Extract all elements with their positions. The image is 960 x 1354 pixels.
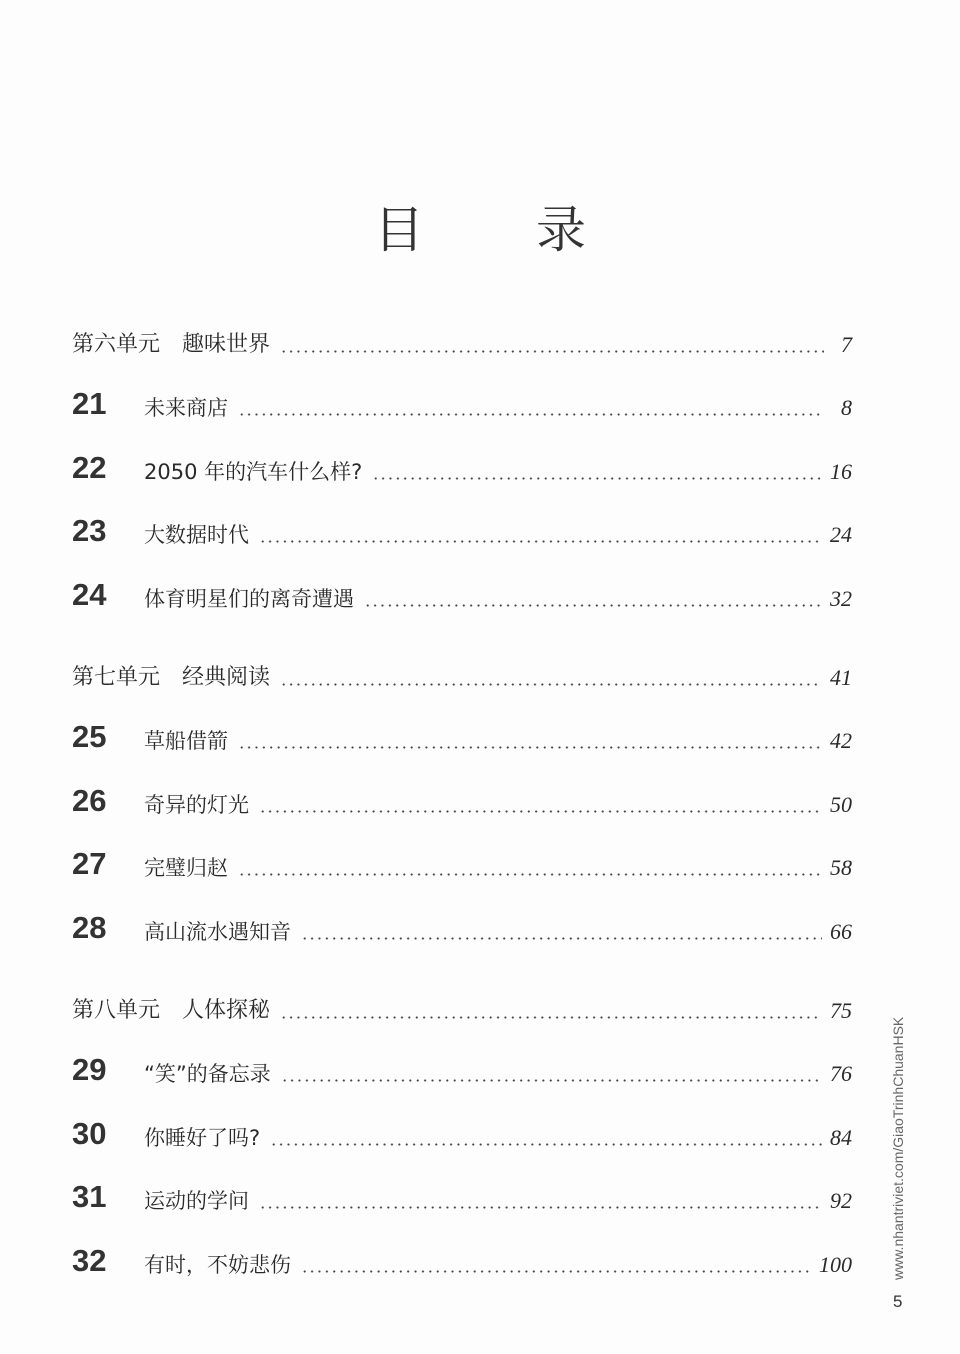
entry-page: 24 — [830, 522, 852, 547]
toc-lesson-entry[interactable] — [72, 364, 852, 428]
lesson-number: 26 — [72, 782, 107, 818]
toc-lesson-entry[interactable] — [72, 427, 852, 491]
entry-label: 草船借箭 — [144, 729, 228, 753]
entry-page: 16 — [830, 458, 852, 484]
dot-leader — [238, 873, 822, 876]
entry-page: 8 — [841, 395, 852, 420]
entry-page: 66 — [830, 918, 852, 944]
toc-unit-entry[interactable] — [72, 300, 852, 364]
page-number: 5 — [893, 1292, 903, 1311]
toc-lesson-entry[interactable] — [72, 1220, 852, 1284]
dot-leader — [301, 1270, 811, 1273]
toc-lesson-entry[interactable] — [72, 760, 852, 824]
lesson-number: 22 — [72, 449, 107, 485]
lesson-number: 21 — [72, 386, 107, 421]
entry-label: 第七单元 经典阅读 — [72, 664, 271, 690]
dot-leader — [280, 1016, 822, 1019]
lesson-number: 27 — [72, 846, 107, 881]
lesson-number: 30 — [72, 1115, 107, 1151]
toc-lesson-entry[interactable] — [72, 1093, 852, 1157]
lesson-number: 25 — [72, 719, 107, 754]
entry-page: 100 — [819, 1251, 852, 1277]
toc-lesson-entry[interactable] — [72, 554, 852, 618]
dot-leader — [280, 683, 822, 686]
table-of-contents — [72, 300, 852, 1284]
entry-page: 84 — [830, 1124, 852, 1150]
toc-lesson-entry[interactable] — [72, 491, 852, 555]
dot-leader — [259, 540, 822, 543]
toc-lesson-entry[interactable] — [72, 697, 852, 761]
entry-label: 第八单元 人体探秘 — [72, 997, 271, 1023]
entry-label: 完璧归赵 — [144, 856, 228, 880]
toc-lesson-entry[interactable] — [72, 824, 852, 888]
entry-page: 76 — [830, 1061, 852, 1086]
entry-label: 有时，不妨悲伤 — [144, 1252, 291, 1277]
entry-label: 运动的学问 — [144, 1189, 249, 1213]
entry-label: 2050 年的汽车什么样? — [144, 459, 363, 484]
page-title: 目 录 — [374, 201, 634, 259]
lesson-number: 24 — [72, 576, 107, 612]
toc-unit-entry[interactable] — [72, 633, 852, 697]
entry-page: 58 — [830, 855, 852, 880]
dot-leader — [259, 1206, 822, 1209]
lesson-number: 23 — [72, 513, 107, 548]
entry-page: 7 — [841, 331, 852, 357]
toc-lesson-entry[interactable] — [72, 887, 852, 951]
entry-label: 高山流水遇知音 — [144, 919, 291, 944]
toc-lesson-entry[interactable] — [72, 1030, 852, 1094]
entry-label: 第六单元 趣味世界 — [72, 331, 271, 357]
toc-unit-entry[interactable] — [72, 966, 852, 1030]
dot-leader — [301, 937, 822, 940]
dot-leader — [372, 477, 822, 480]
entry-page: 75 — [830, 997, 852, 1023]
lesson-number: 28 — [72, 909, 107, 945]
lesson-number: 31 — [72, 1179, 107, 1214]
dot-leader — [238, 413, 824, 416]
entry-page: 50 — [830, 791, 852, 817]
entry-label: “笑”的备忘录 — [144, 1062, 271, 1086]
entry-label: 体育明星们的离奇遭遇 — [144, 586, 354, 611]
entry-label: 你睡好了吗? — [144, 1125, 261, 1150]
dot-leader — [364, 604, 822, 607]
entry-label: 大数据时代 — [144, 523, 249, 547]
dot-leader — [238, 746, 822, 749]
entry-page: 41 — [830, 664, 852, 690]
lesson-number: 32 — [72, 1242, 107, 1278]
entry-page: 92 — [830, 1188, 852, 1213]
watermark-url: www.nhantriviet.com/GiaoTrinhChuanHSK — [890, 1016, 906, 1280]
entry-page: 32 — [830, 585, 852, 611]
dot-leader — [259, 810, 822, 813]
dot-leader — [280, 350, 824, 353]
dot-leader — [270, 1143, 822, 1146]
entry-page: 42 — [830, 728, 852, 753]
dot-leader — [281, 1079, 822, 1082]
toc-lesson-entry[interactable] — [72, 1157, 852, 1221]
lesson-number: 29 — [72, 1052, 107, 1087]
entry-label: 未来商店 — [144, 396, 228, 420]
entry-label: 奇异的灯光 — [144, 792, 249, 817]
